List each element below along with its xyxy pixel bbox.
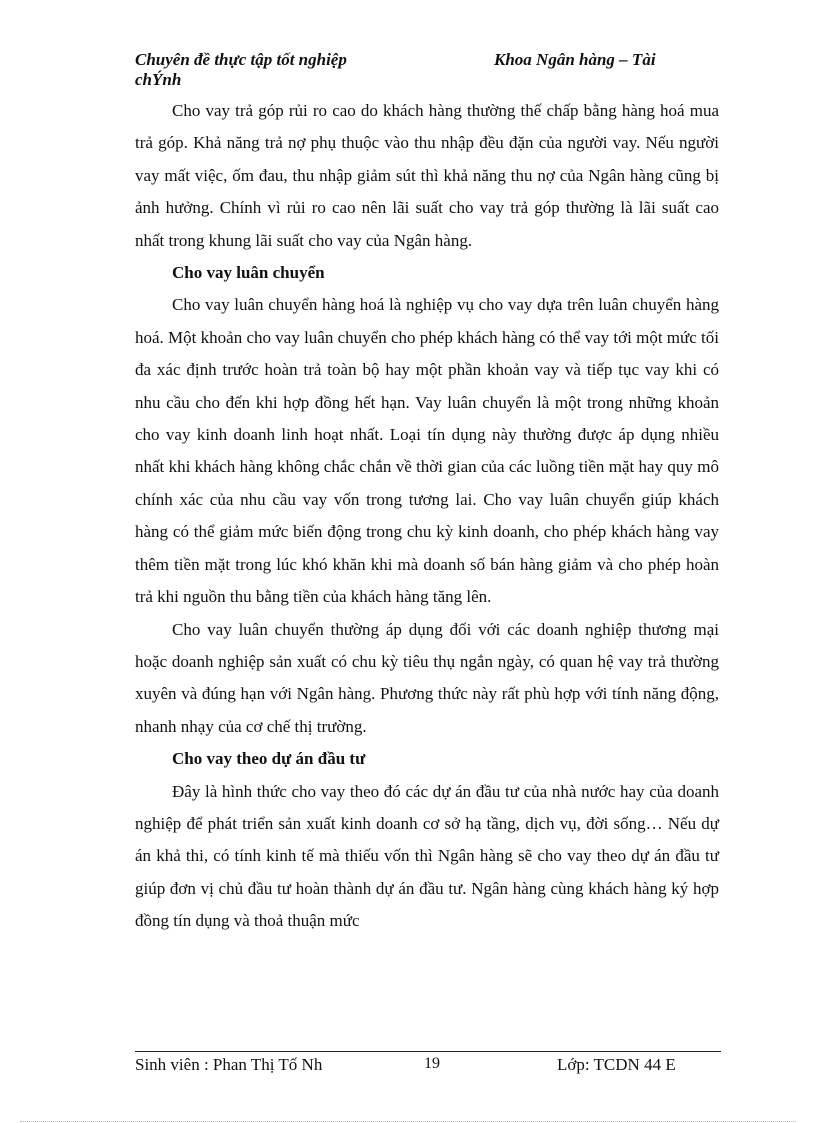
section-heading-project-loan: Cho vay theo dự án đầu tư (172, 749, 366, 769)
paragraph-installment-risk: Cho vay trả góp rủi ro cao do khách hàng thường thế chấp bằng hàng hoá mua trả góp. Khả năng trả nợ phụ thuộc vào thu nhập đều đặn của người vay. Nếu người vay mất việc, ốm đau, thu nhập giảm sút thì khả năng thu nợ của Ngân hàng cũng bị ảnh hưởng. Chính vì rủi ro cao nên lãi suất cho vay trả góp thường là lãi suất cao nhất trong khung lãi suất cho vay của Ngân hàng. (135, 101, 719, 250)
footer-student-name: Sinh viên : Phan Thị Tố Nh (135, 1055, 323, 1074)
header-left-title (135, 50, 435, 90)
header-right-title: Khoa Ngân hàng – Tài (494, 50, 656, 69)
page-edge-dotted-line (20, 1121, 796, 1122)
paragraph-project-loan: Đây là hình thức cho vay theo đó các dự án đầu tư của nhà nước hay của doanh nghiệp để phát triển sản xuất kinh doanh cơ sở hạ tầng, dịch vụ, đời sống… Nếu dự án khả thi, có tính kinh tế mà thiếu vốn thì Ngân hàng sẽ cho vay theo dự án đầu tư giúp đơn vị chủ đầu tư hoàn thành dự án đầu tư. Ngân hàng cùng khách hàng ký hợp đồng tín dụng và thoả thuận mức (135, 781, 719, 931)
footer-page-number: 19 (424, 1055, 440, 1072)
footer-class-label: Lớp: TCDN 44 E (557, 1055, 676, 1074)
header-left-line2: chÝnh (135, 70, 182, 89)
paragraph-revolving-loan: Cho vay luân chuyển hàng hoá là nghiệp vụ cho vay dựa trên luân chuyển hàng hoá. Một khoản cho vay luân chuyển cho phép khách hàng có thể vay tới một mức tối đa xác định trước hoàn trả toàn bộ hay một phần khoản vay và tiếp tục vay khi có nhu cầu cho đến khi hợp đồng hết hạn. Vay luân chuyển là một trong những khoản cho vay kinh doanh linh hoạt nhất. Loại tín dụng này thường được áp dụng nhiều nhất khi khách hàng không chắc chắn về thời gian của các luồng tiền mặt hay quy mô chính xác của nhu cầu vay vốn trong tương lai. Cho vay luân chuyển giúp khách hàng có thể giảm mức biến động trong chu kỳ kinh doanh, cho phép khách hàng vay thêm tiền mặt trong lúc khó khăn khi mà doanh số bán hàng giảm và cho phép hoàn trả khi nguồn thu bằng tiền của khách hàng tăng lên. (135, 295, 719, 607)
section-heading-revolving-loan: Cho vay luân chuyển (172, 263, 325, 283)
header-left-line1: Chuyên đề thực tập tốt nghiệp (135, 50, 347, 69)
paragraph-revolving-loan-applicability: Cho vay luân chuyển thường áp dụng đối với các doanh nghiệp thương mại hoặc doanh nghiệp sản xuất có chu kỳ tiêu thụ ngắn ngày, có quan hệ vay trả thường xuyên và đúng hạn với Ngân hàng. Phương thức này rất phù hợp với tính năng động, nhanh nhạy của cơ chế thị trường. (135, 619, 719, 736)
document-body (135, 95, 719, 938)
footer-divider (135, 1051, 721, 1052)
